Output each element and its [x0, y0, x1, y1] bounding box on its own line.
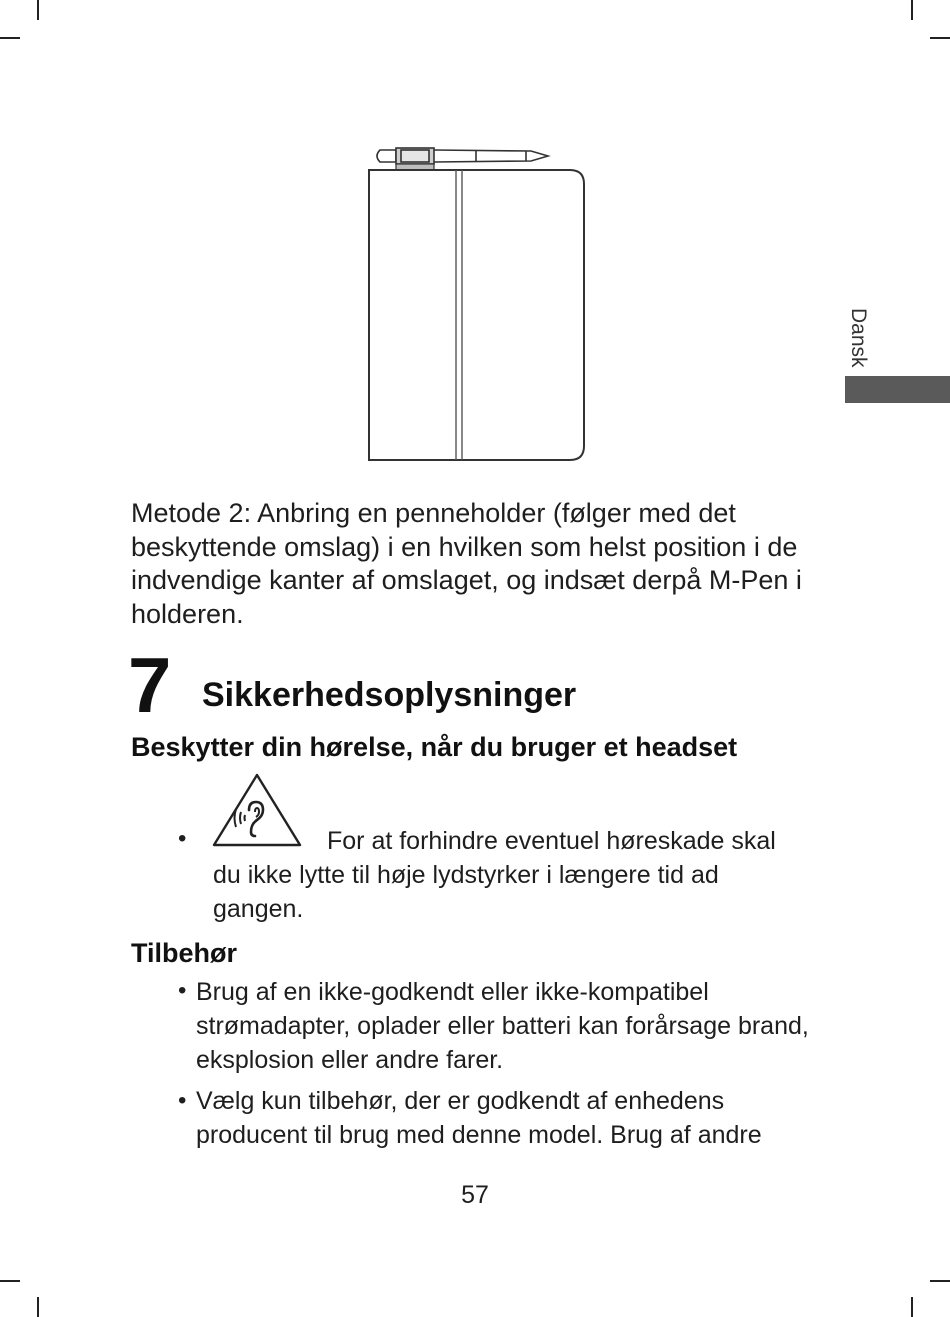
text-line: beskyttende omslag) i en hvilken som helst position i de [131, 531, 798, 562]
text-line: eksplosion eller andre farer. [196, 1046, 504, 1074]
language-tab-label: Dansk [847, 308, 870, 368]
crop-mark [0, 1280, 20, 1282]
crop-mark [37, 0, 39, 20]
text-line: strømadapter, oplader eller batteri kan forårsage brand, [196, 1012, 809, 1040]
crop-mark [911, 0, 913, 20]
crop-mark [930, 1280, 950, 1282]
method-paragraph [131, 497, 831, 631]
section-title-hearing: Beskytter din hørelse, når du bruger et headset [131, 732, 738, 762]
text-line: indvendige kanter af omslaget, og indsæt derpå M-Pen i [131, 565, 802, 595]
language-tab-marker [845, 376, 950, 403]
text-line: Metode 2: Anbring en penneholder (følger med det [131, 498, 736, 528]
m-pen-icon [377, 148, 548, 164]
accessory-item [196, 975, 809, 1077]
bullet-point: • [178, 825, 187, 852]
text-line: du ikke lytte til høje lydstyrker i længere tid ad [213, 861, 719, 889]
text-line: holderen. [131, 598, 244, 629]
section-title-accessories: Tilbehør [131, 938, 238, 968]
hearing-bullet-text [213, 858, 719, 926]
text-line: producent til brug med denne model. Brug af andre [196, 1121, 762, 1149]
bullet-point: • [178, 1087, 187, 1114]
crop-mark [37, 1297, 39, 1317]
text-line: Vælg kun tilbehør, der er godkendt af enhedens [196, 1087, 725, 1115]
hearing-warning-icon [211, 772, 303, 850]
crop-mark [930, 37, 950, 39]
crop-mark [0, 37, 20, 39]
chapter-title: Sikkerhedsoplysninger [202, 676, 577, 714]
text-line: Brug af en ikke-godkendt eller ikke-kompatibel [196, 978, 709, 1006]
page-number: 57 [461, 1181, 489, 1209]
bullet-point: • [178, 977, 187, 1004]
case-with-pen-illustration [366, 140, 588, 465]
hearing-bullet-first-line: For at forhindre eventuel høreskade skal [327, 827, 776, 855]
chapter-number: 7 [128, 641, 172, 729]
accessory-item [196, 1084, 762, 1152]
crop-mark [911, 1297, 913, 1317]
text-line: gangen. [213, 895, 304, 923]
